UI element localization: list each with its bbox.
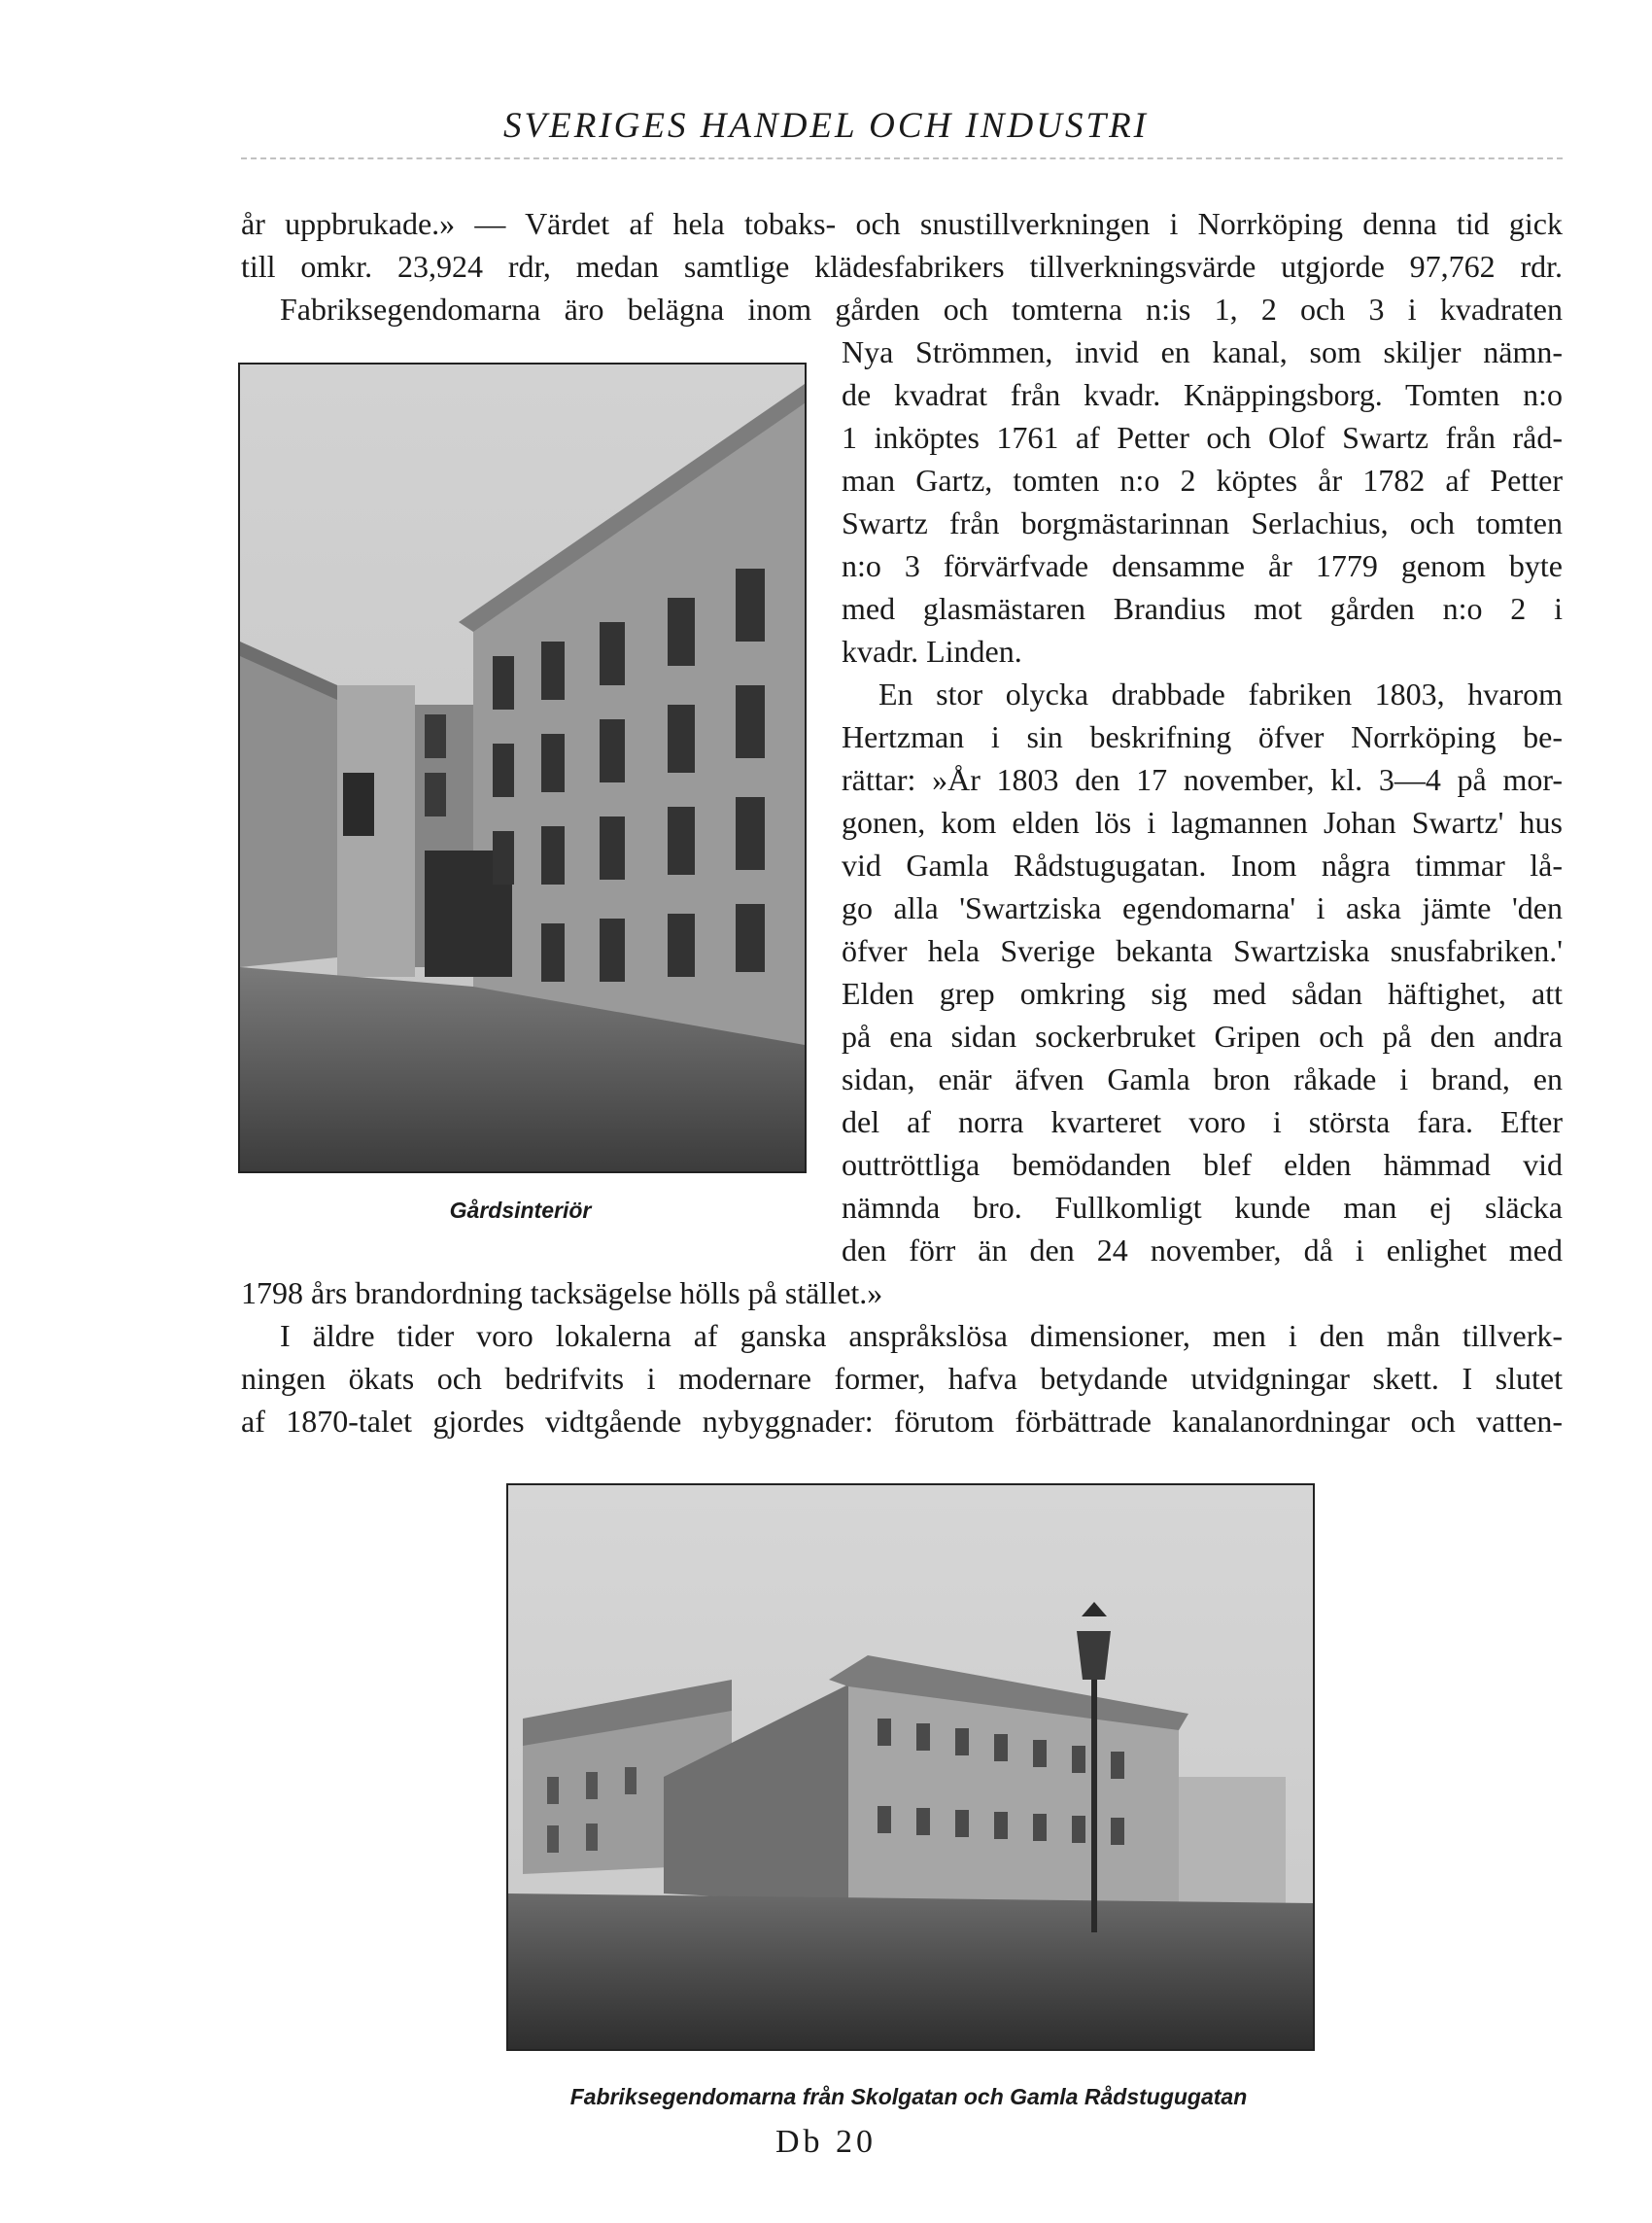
text-line: på ena sidan sockerbruket Gripen och på den andra xyxy=(842,1019,1563,1054)
text-line: sidan, enär äfven Gamla bron råkade i brand, en xyxy=(842,1061,1563,1096)
text-line: del af norra kvarteret voro i största fara. Efter xyxy=(842,1104,1563,1139)
text-line: Hertzman i sin beskrifning öfver Norrköping be- xyxy=(842,719,1563,754)
text-line: de kvadrat från kvadr. Knäppingsborg. Tomten n:o xyxy=(842,377,1563,412)
text-line: öfver hela Sverige bekanta Swartziska snusfabriken.' xyxy=(842,933,1563,968)
text-line: vid Gamla Rådstugugatan. Inom några timmar lå- xyxy=(842,848,1563,883)
street-caption: Fabriksegendomarna från Skolgatan och Gamla Rådstugugatan xyxy=(569,2084,1248,2109)
text-line: gonen, kom elden lös i lagmannen Johan Swartz' hus xyxy=(842,805,1563,840)
street-photo xyxy=(506,1483,1315,2051)
text-line: år uppbrukade.» — Värdet af hela tobaks- och snustillverkningen i Norrköping denna tid gick xyxy=(241,206,1563,241)
text-line: ningen ökats och bedrifvits i modernare former, hafva betydande utvidgningar skett. I slutet xyxy=(241,1361,1563,1396)
text-line: Fabriksegendomarna äro belägna inom gården och tomterna n:is 1, 2 och 3 i kvadraten xyxy=(280,292,1563,327)
text-line: En stor olycka drabbade fabriken 1803, hvarom xyxy=(878,677,1563,712)
text-line: till omkr. 23,924 rdr, medan samtlige klädesfabrikers tillverkningsvärde utgjorde 97,762 rdr. xyxy=(241,249,1563,284)
text-line: I äldre tider voro lokalerna af ganska anspråkslösa dimensioner, men i den mån tillverk- xyxy=(280,1318,1563,1353)
courtyard-caption: Gårdsinteriör xyxy=(449,1198,592,1223)
text-line: af 1870-talet gjordes vidtgående nybyggnader: förutom förbättrade kanalanordningar och vatten- xyxy=(241,1404,1563,1439)
text-line: go alla 'Swartziska egendomarna' i aska jämte 'den xyxy=(842,890,1563,925)
courtyard-photo xyxy=(238,363,807,1173)
courtyard-illustration xyxy=(240,365,805,1171)
text-line: den förr än den 24 november, då i enlighet med xyxy=(842,1233,1563,1268)
text-line: Swartz från borgmästarinnan Serlachius, och tomten xyxy=(842,505,1563,540)
running-header: SVERIGES HANDEL OCH INDUSTRI xyxy=(503,106,1149,146)
text-line: n:o 3 förvärfvade densamme år 1779 genom byte xyxy=(842,548,1563,583)
text-line: Nya Strömmen, invid en kanal, som skiljer nämn- xyxy=(842,334,1563,369)
text-line: rättar: »År 1803 den 17 november, kl. 3—4 på mor- xyxy=(842,762,1563,797)
text-line: 1 inköptes 1761 af Petter och Olof Swartz från råd- xyxy=(842,420,1563,455)
text-line: kvadr. Linden. xyxy=(842,634,1022,669)
header-rule xyxy=(241,157,1563,159)
street-illustration xyxy=(508,1485,1313,2049)
page-number: Db 20 xyxy=(774,2124,878,2160)
text-line: 1798 års brandordning tacksägelse hölls på stället.» xyxy=(241,1275,883,1310)
text-line: nämnda bro. Fullkomligt kunde man ej släcka xyxy=(842,1190,1563,1225)
text-line: med glasmästaren Brandius mot gården n:o 2 i xyxy=(842,591,1563,626)
text-line: outtröttliga bemödanden blef elden hämmad vid xyxy=(842,1147,1563,1182)
text-line: Elden grep omkring sig med sådan häftighet, att xyxy=(842,976,1563,1011)
text-line: man Gartz, tomten n:o 2 köptes år 1782 af Petter xyxy=(842,463,1563,498)
